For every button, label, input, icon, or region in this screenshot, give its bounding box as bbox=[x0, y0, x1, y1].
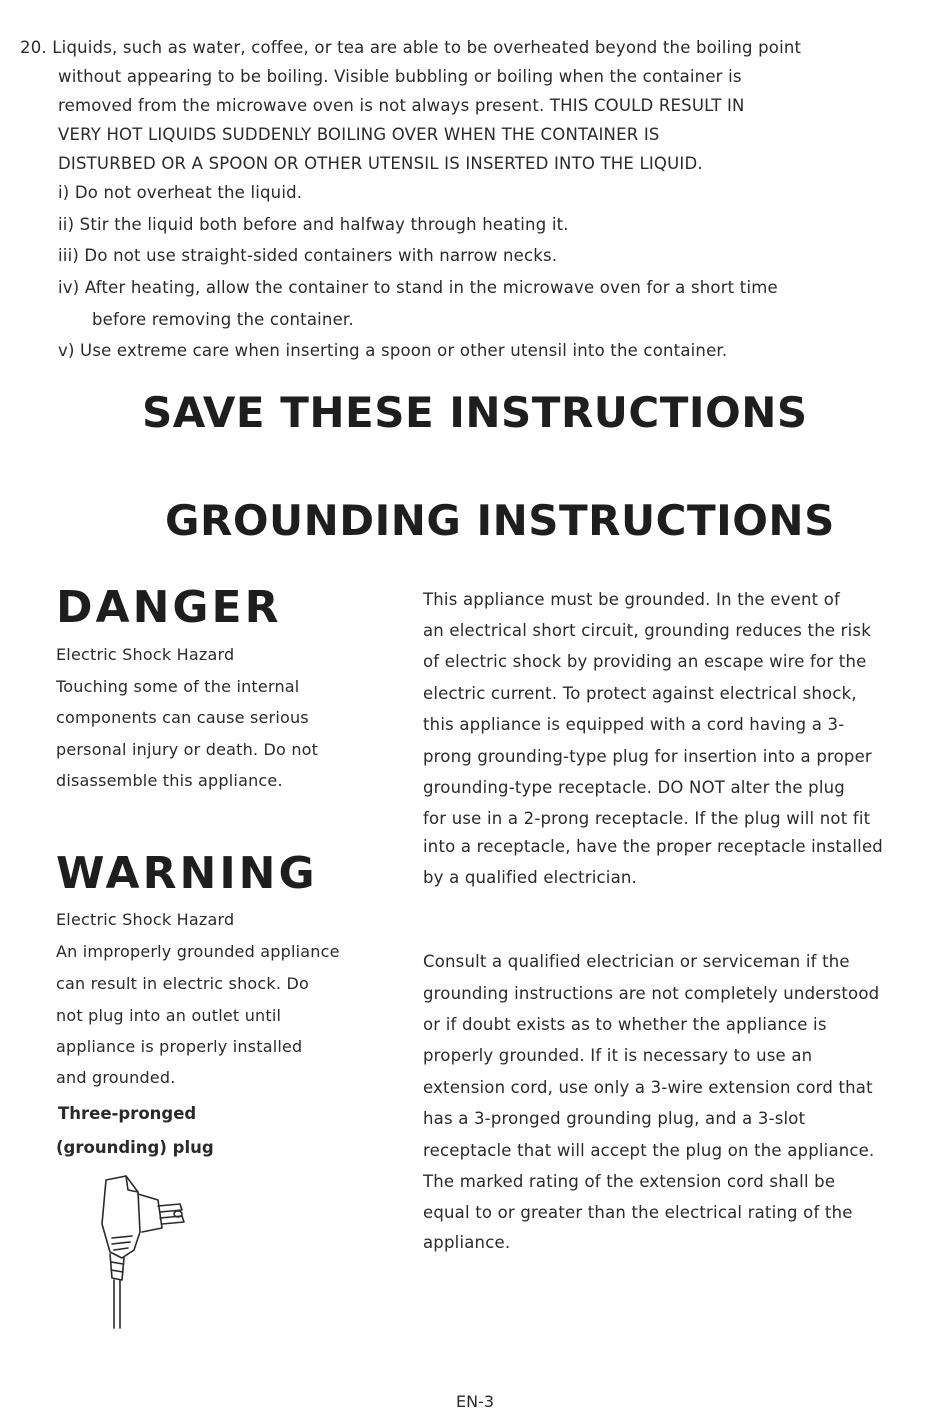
warning-line: can result in electric shock. Do bbox=[56, 974, 309, 993]
grounding-instructions-heading: GROUNDING INSTRUCTIONS bbox=[165, 496, 835, 545]
paragraph-line: This appliance must be grounded. In the event of bbox=[423, 590, 841, 609]
paragraph-line: appliance. bbox=[423, 1233, 511, 1252]
item-20-line: without appearing to be boiling. Visible bubbling or boiling when the container is bbox=[58, 67, 742, 86]
paragraph-line: electric current. To protect against electrical shock, bbox=[423, 684, 857, 703]
paragraph-line: properly grounded. If it is necessary to use an bbox=[423, 1046, 813, 1065]
item-20-line: VERY HOT LIQUIDS SUDDENLY BOILING OVER WHEN THE CONTAINER IS bbox=[58, 125, 660, 144]
paragraph-line: grounding instructions are not completely understood bbox=[423, 984, 880, 1003]
plug-caption-line1: Three-pronged bbox=[58, 1104, 197, 1123]
warning-line: Electric Shock Hazard bbox=[56, 910, 235, 929]
danger-title: DANGER bbox=[56, 582, 282, 633]
danger-line: disassemble this appliance. bbox=[56, 771, 283, 790]
paragraph-line: this appliance is equipped with a cord having a 3- bbox=[423, 715, 845, 734]
paragraph-line: The marked rating of the extension cord shall be bbox=[423, 1172, 836, 1191]
paragraph-line: of electric shock by providing an escape wire for the bbox=[423, 652, 867, 671]
paragraph-line: has a 3-pronged grounding plug, and a 3-slot bbox=[423, 1109, 806, 1128]
warning-title: WARNING bbox=[56, 848, 318, 899]
warning-line: appliance is properly installed bbox=[56, 1037, 303, 1056]
paragraph-line: grounding-type receptacle. DO NOT alter the plug bbox=[423, 778, 845, 797]
paragraph-line: or if doubt exists as to whether the appliance is bbox=[423, 1015, 827, 1034]
paragraph-line: prong grounding-type plug for insertion into a proper bbox=[423, 747, 872, 766]
subitem: i) Do not overheat the liquid. bbox=[58, 183, 303, 202]
paragraph-line: extension cord, use only a 3-wire extension cord that bbox=[423, 1078, 873, 1097]
paragraph-line: by a qualified electrician. bbox=[423, 868, 637, 887]
item-20-line: 20. Liquids, such as water, coffee, or tea are able to be overheated beyond the boiling point bbox=[20, 38, 802, 57]
danger-line: Electric Shock Hazard bbox=[56, 645, 235, 664]
three-prong-plug-illustration bbox=[92, 1172, 202, 1332]
paragraph-line: into a receptacle, have the proper receptacle installed bbox=[423, 837, 883, 856]
warning-line: and grounded. bbox=[56, 1068, 176, 1087]
page-number: EN-3 bbox=[455, 1392, 495, 1411]
subitem: ii) Stir the liquid both before and halfway through heating it. bbox=[58, 215, 569, 234]
paragraph-line: receptacle that will accept the plug on the appliance. bbox=[423, 1141, 875, 1160]
save-instructions-heading: SAVE THESE INSTRUCTIONS bbox=[142, 388, 808, 437]
plug-caption-line2: (grounding) plug bbox=[56, 1138, 214, 1157]
danger-line: Touching some of the internal bbox=[56, 677, 300, 696]
item-20-line: DISTURBED OR A SPOON OR OTHER UTENSIL IS INSERTED INTO THE LIQUID. bbox=[58, 154, 703, 173]
paragraph-line: Consult a qualified electrician or serviceman if the bbox=[423, 952, 850, 971]
item-20-line: removed from the microwave oven is not always present. THIS COULD RESULT IN bbox=[58, 96, 745, 115]
paragraph-line: an electrical short circuit, grounding reduces the risk bbox=[423, 621, 871, 640]
paragraph-line: equal to or greater than the electrical rating of the bbox=[423, 1203, 853, 1222]
danger-line: components can cause serious bbox=[56, 708, 309, 727]
subitem: v) Use extreme care when inserting a spoon or other utensil into the container. bbox=[58, 341, 728, 360]
paragraph-line: for use in a 2-prong receptacle. If the plug will not fit bbox=[423, 809, 871, 828]
warning-line: not plug into an outlet until bbox=[56, 1006, 282, 1025]
danger-line: personal injury or death. Do not bbox=[56, 740, 319, 759]
warning-line: An improperly grounded appliance bbox=[56, 942, 340, 961]
subitem-continuation: before removing the container. bbox=[92, 310, 354, 329]
subitem: iii) Do not use straight-sided containers with narrow necks. bbox=[58, 246, 558, 265]
subitem: iv) After heating, allow the container to stand in the microwave oven for a short time bbox=[58, 278, 778, 297]
